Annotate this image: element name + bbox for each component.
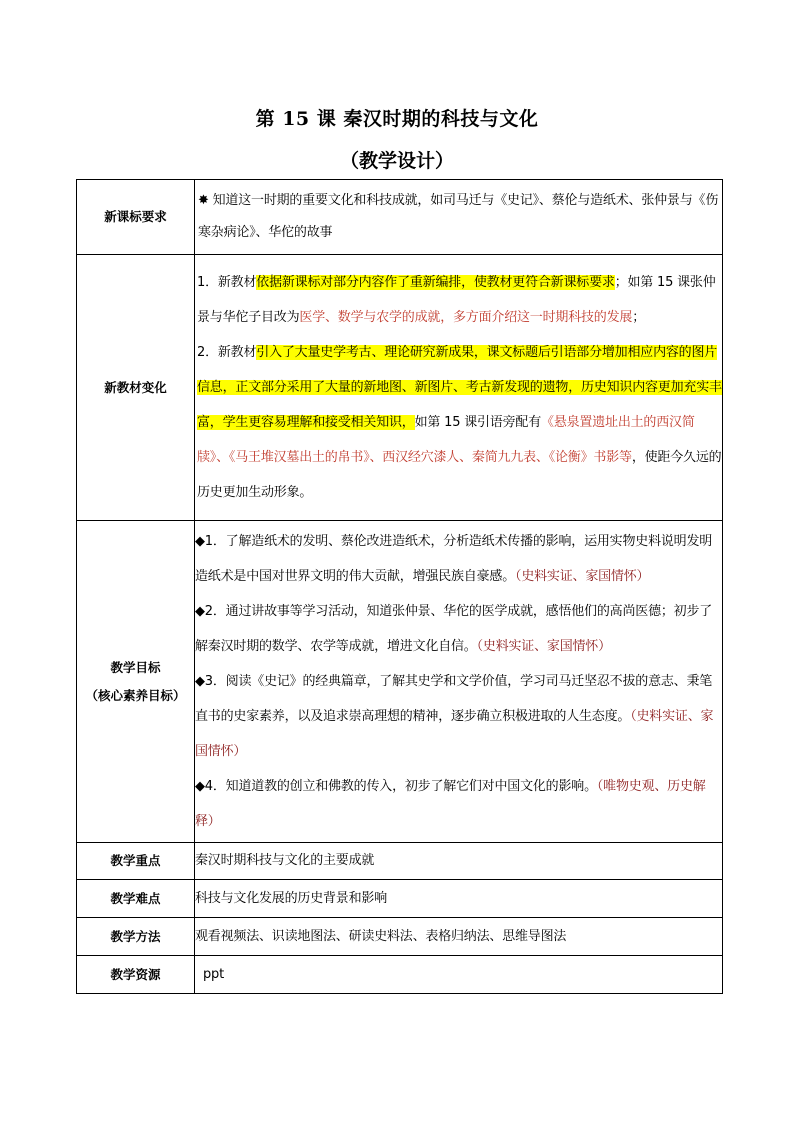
label-goals (77, 521, 195, 843)
goal-4 (195, 769, 722, 839)
goal-3 (195, 664, 722, 769)
changes-p2-intro: 2．新教材 (197, 345, 257, 360)
changes-paragraph-2 (195, 335, 722, 510)
table-row-changes (77, 255, 723, 521)
changes-p1-highlight: 依据新课标对部分内容作了重新编排，使教材更符合新课标要求 (256, 275, 615, 290)
lesson-plan-table (76, 179, 723, 994)
changes-paragraph-1 (195, 265, 722, 335)
changes-p2-mid: 如第 15 课引语旁配有 (414, 415, 542, 430)
changes-p1-end: ； (632, 310, 646, 325)
content-difficulty: 科技与文化发展的历史背景和影响 (195, 880, 723, 918)
content-goals (195, 521, 723, 843)
changes-p2-highlight: 引入了大量史学考古、理论研究新成果，课文标题后引语部分增加相应内容的图片信息，正文部分采用了大量的新地图、新图片、考古新发现的遗物，历史知识内容更加充实丰富，学生更容易理解和接受相关知识， (197, 345, 722, 430)
document-subtitle: （教学设计） (339, 150, 454, 172)
label-focus: 教学重点 (77, 843, 195, 880)
content-methods: 观看视频法、识读地图法、研读史料法、表格归纳法、思维导图法 (195, 918, 723, 956)
changes-p2-red: 《悬泉置遗址出土的西汉简牍》、《马王堆汉墓出土的帛书》、西汉经穴漆人、秦简九九表、《论衡》书影等 (197, 415, 695, 465)
changes-p2-end: ，使距今久远的历史更加生动形象。 (197, 450, 722, 500)
table-row-difficulty (77, 880, 723, 918)
standard-text: ✸ 知道这一时期的重要文化和科技成就，如司马迁与《史记》、蔡伦与造纸术、张仲景与《伤寒杂病论》、华佗的故事 (198, 193, 719, 240)
changes-p1-red: 医学、数学与农学的成就，多方面介绍这一时期科技的发展 (299, 310, 633, 325)
label-changes: 新教材变化 (77, 255, 195, 521)
label-difficulty: 教学难点 (77, 880, 195, 918)
goal-1-text: ◆1．了解造纸术的发明、蔡伦改进造纸术，分析造纸术传播的影响，运用实物史料说明发明造纸术是中国对世界文明的伟大贡献，增强民族自豪感。 (195, 534, 713, 584)
goal-2-tag: （史料实证、家国情怀） (476, 639, 611, 654)
goal-3-text: ◆3．阅读《史记》的经典篇章，了解其史学和文学价值，学习司马迁坚忍不拔的意志、秉笔直书的史家素养，以及追求崇高理想的精神，逐步确立积极进取的人生态度。 (195, 674, 713, 724)
table-row-standard (77, 180, 723, 255)
goal-2-text: ◆2．通过讲故事等学习活动，知道张仲景、华佗的医学成就，感悟他们的高尚医德；初步了解秦汉时期的数学、农学等成就，增进文化自信。 (195, 604, 713, 654)
changes-p1-intro: 1．新教材 (197, 275, 257, 290)
goal-4-tag: （唯物史观、历史解释） (195, 779, 706, 829)
content-resources: ppt (195, 956, 723, 994)
label-standard: 新课标要求 (77, 180, 195, 255)
goal-1-tag: （史料实证、家国情怀） (515, 569, 650, 584)
table-row-resources (77, 956, 723, 994)
goal-2 (195, 594, 722, 664)
content-standard (195, 180, 723, 255)
table-row-methods (77, 918, 723, 956)
changes-p1-mid: ；如第 15 课张仲景与华佗子目改为 (197, 275, 716, 325)
goals-label-sub: （核心素养目标） (85, 687, 186, 703)
goal-3-tag: （史料实证、家国情怀） (195, 709, 714, 759)
table-row-goals (77, 521, 723, 843)
label-resources: 教学资源 (77, 956, 195, 994)
goal-1 (195, 524, 722, 594)
label-methods: 教学方法 (77, 918, 195, 956)
content-focus: 秦汉时期科技与文化的主要成就 (195, 843, 723, 880)
table-row-focus (77, 843, 723, 880)
goals-label: 教学目标 (110, 659, 161, 675)
document-title: 第 15 课 秦汉时期的科技与文化 (255, 108, 539, 130)
goal-4-text: ◆4．知道道教的创立和佛教的传入，初步了解它们对中国文化的影响。 (195, 779, 597, 794)
content-changes (195, 255, 723, 521)
